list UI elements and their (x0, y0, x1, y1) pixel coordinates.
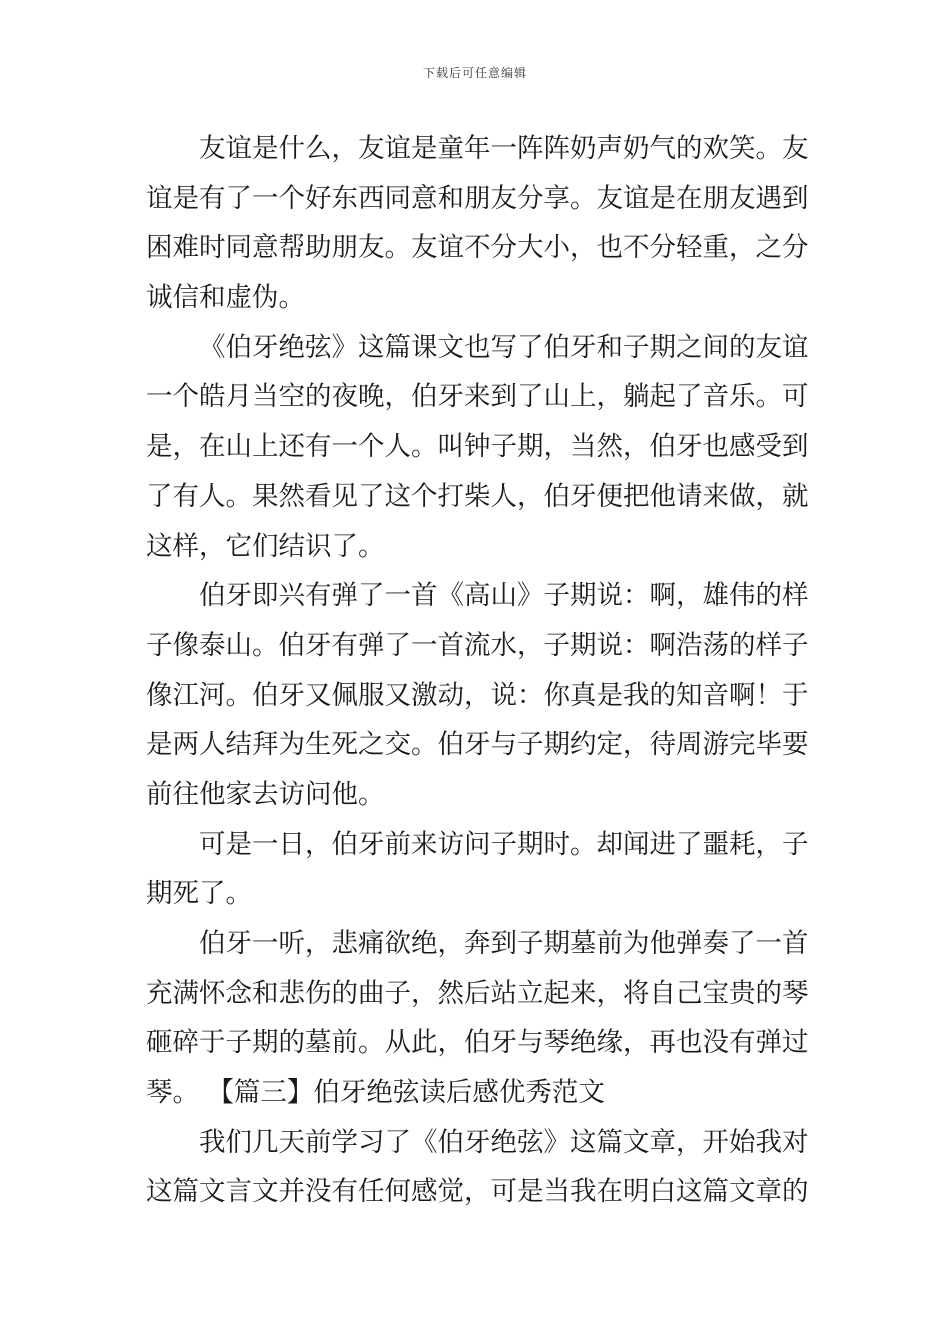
text-line: 充满怀念和悲伤的曲子，然后站立起来，将自己宝贵的琴 (146, 977, 808, 1009)
text-line: 期死了。 (146, 878, 252, 910)
text-line: 砸碎于子期的墓前。从此，伯牙与琴绝缘，再也没有弹过 (146, 1027, 808, 1059)
text-line: 一个皓月当空的夜晚，伯牙来到了山上，躺起了音乐。可 (146, 381, 808, 413)
text-line: 像江河。伯牙又佩服又激动，说：你真是我的知音啊！于 (146, 679, 808, 711)
document-body (146, 124, 808, 1217)
text-line: 《伯牙绝弦》这篇课文也写了伯牙和子期之间的友谊 (199, 331, 808, 363)
text-line: 了有人。果然看见了这个打柴人，伯牙便把他请来做，就 (146, 480, 808, 512)
text-line: 伯牙即兴有弹了一首《高山》子期说：啊，雄伟的样 (199, 580, 808, 612)
text-line: 是，在山上还有一个人。叫钟子期，当然，伯牙也感受到 (146, 431, 808, 463)
text-line: 困难时同意帮助朋友。友谊不分大小，也不分轻重，之分 (146, 232, 808, 264)
text-line: 是两人结拜为生死之交。伯牙与子期约定，待周游完毕要 (146, 729, 808, 761)
page-header: 下载后可任意编辑 (422, 66, 527, 80)
text-line: 伯牙一听，悲痛欲绝，奔到子期墓前为他弹奏了一首 (199, 928, 808, 959)
text-line: 这样，它们结识了。 (146, 530, 385, 562)
text-line: 诚信和虚伪。 (146, 282, 305, 314)
text-line: 这篇文言文并没有任何感觉，可是当我在明白这篇文章的 (146, 1176, 808, 1208)
text-line: 可是一日，伯牙前来访问子期时。却闻进了噩耗，子 (199, 828, 808, 860)
text-line: 琴。 【篇三】伯牙绝弦读后感优秀范文 (146, 1077, 605, 1109)
text-line: 友谊是什么，友谊是童年一阵阵奶声奶气的欢笑。友 (199, 133, 808, 164)
text-line: 谊是有了一个好东西同意和朋友分享。友谊是在朋友遇到 (146, 182, 808, 214)
text-line: 前往他家去访问他。 (146, 778, 385, 810)
text-line: 子像泰山。伯牙有弹了一首流水，子期说：啊浩荡的样子 (146, 629, 808, 661)
text-line: 我们几天前学习了《伯牙绝弦》这篇文章，开始我对 (199, 1126, 808, 1158)
